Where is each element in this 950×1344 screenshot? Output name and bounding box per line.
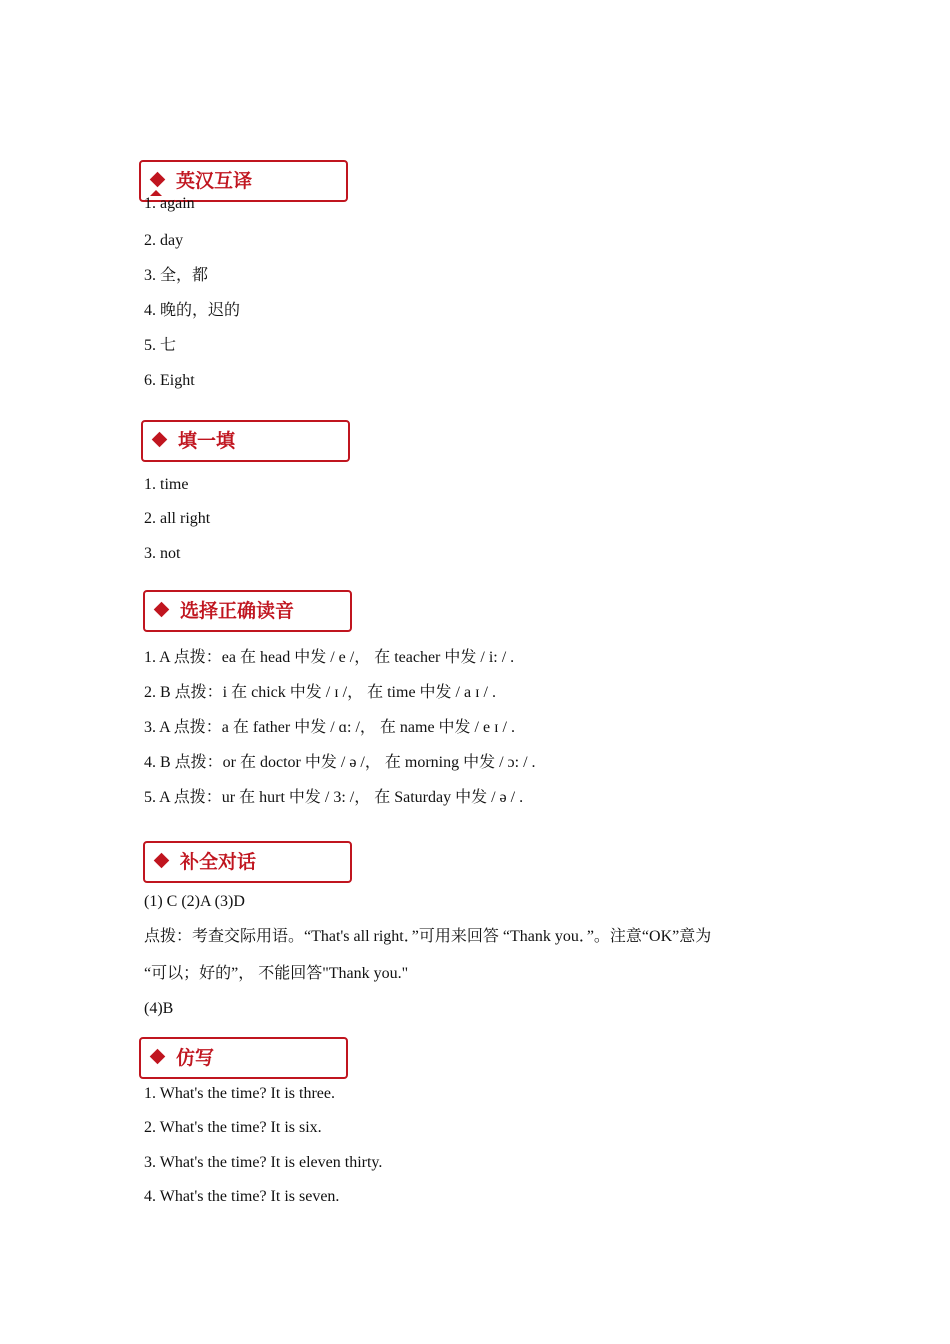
list-item: 2. B 点拨：i 在 chick 中发 / ɪ /， 在 time 中发 / a ɪ / . (144, 684, 496, 701)
list-item: 4. 晚的，迟的 (144, 302, 241, 319)
list-item: 1. What's the time? It is three. (144, 1085, 335, 1102)
diamond-bullet-icon (150, 1049, 166, 1065)
diamond-bullet-icon (152, 432, 168, 448)
diamond-bullet-icon (154, 853, 170, 869)
list-item: 4. What's the time? It is seven. (144, 1188, 340, 1205)
list-item: 3. 全，都 (144, 267, 209, 284)
section-header-imitation (139, 1037, 348, 1079)
list-item: “可以；好的”， 不能回答"Thank you." (144, 965, 409, 982)
section-header-dialogue (143, 841, 352, 883)
list-item: 5. A 点拨：ur 在 hurt 中发 / 3: /， 在 Saturday 中发 / ə / . (144, 789, 524, 806)
section-title: 选择正确读音 (180, 600, 295, 622)
list-item: 1. again (144, 195, 195, 212)
list-item: (4)B (144, 1000, 174, 1017)
list-item: 2. all right (144, 510, 211, 527)
list-item: 3. not (144, 545, 181, 562)
list-item: 2. What's the time? It is six. (144, 1119, 322, 1136)
list-item: (1) C (2)A (3)D (144, 893, 245, 910)
list-item: 1. A 点拨：ea 在 head 中发 / e /， 在 teacher 中发 / i: / . (144, 649, 515, 666)
list-item: 5. 七 (144, 337, 177, 354)
list-item: 1. time (144, 476, 189, 493)
section-title: 填一填 (178, 430, 236, 452)
list-item: 6. Eight (144, 372, 195, 389)
list-item: 4. B 点拨：or 在 doctor 中发 / ə /， 在 morning 中发 / ɔ: / . (144, 754, 536, 771)
list-item: 点拨：考查交际用语。“That's all right．”可用来回答 “Thank you．”。注意“OK”意为 (144, 928, 712, 945)
diamond-bullet-icon (154, 602, 170, 618)
list-item: 2. day (144, 232, 184, 249)
section-title: 英汉互译 (176, 170, 253, 192)
list-item: 3. What's the time? It is eleven thirty. (144, 1154, 383, 1171)
section-title: 仿写 (176, 1047, 215, 1069)
section-header-pronunciation (143, 590, 352, 632)
section-header-fill-in (141, 420, 350, 462)
diamond-bullet-icon (150, 172, 166, 188)
list-item: 3. A 点拨：a 在 father 中发 / ɑ: /， 在 name 中发 / e ɪ / . (144, 719, 515, 736)
section-title: 补全对话 (180, 851, 257, 873)
